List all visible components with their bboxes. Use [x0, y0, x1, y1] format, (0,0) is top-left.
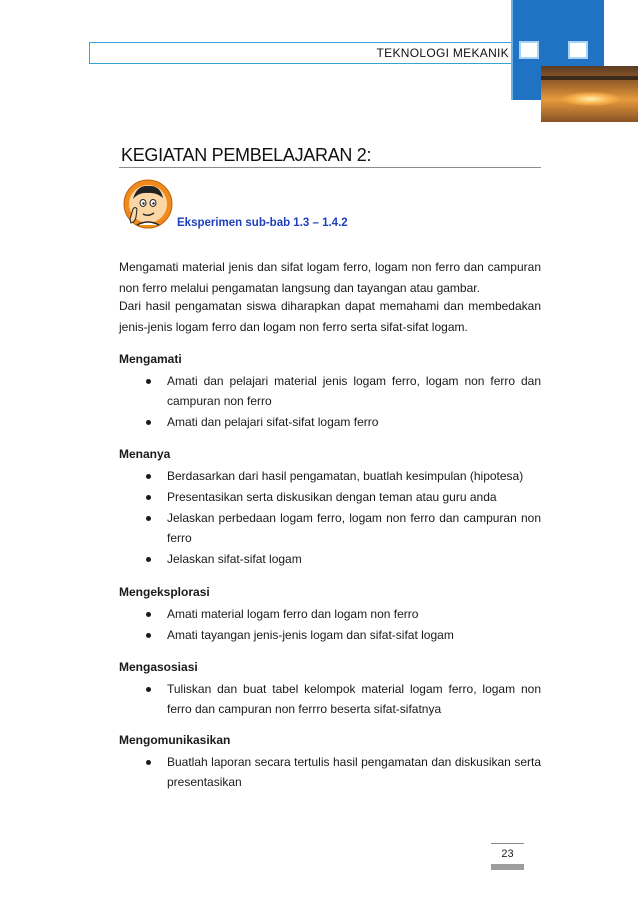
- list-item: Amati dan pelajari material jenis logam ferro, logam non ferro dan campuran non ferro: [146, 371, 541, 411]
- list-item: Amati tayangan jenis-jenis logam dan sifat-sifat logam: [146, 625, 541, 645]
- page-number-bar: [491, 864, 524, 870]
- thinking-person-icon: [123, 179, 173, 229]
- bullet-icon: [146, 633, 151, 638]
- bullet-icon: [146, 420, 151, 425]
- heading-mengeksplorasi: Mengeksplorasi: [119, 585, 210, 599]
- list-item: Jelaskan sifat-sifat logam: [146, 549, 541, 569]
- intro-paragraph-1: Mengamati material jenis dan sifat logam ferro, logam non ferro dan campuran non ferro melalui pengamatan langsung dan tayangan atau gambar.: [119, 260, 541, 295]
- bullet-icon: [146, 760, 151, 765]
- list-item: Jelaskan perbedaan logam ferro, logam non ferro dan campuran non ferro: [146, 508, 541, 548]
- bullet-icon: [146, 379, 151, 384]
- photo-rail: [541, 76, 638, 80]
- heading-mengamati: Mengamati: [119, 352, 182, 366]
- foundry-photo: [541, 66, 638, 122]
- list-item: Amati material logam ferro dan logam non ferro: [146, 604, 541, 624]
- heading-menanya: Menanya: [119, 447, 171, 461]
- header-square-left: [519, 41, 539, 59]
- intro-paragraph-2: Dari hasil pengamatan siswa diharapkan dapat memahami dan membedakan jenis-jenis logam ferro dan logam non ferro serta sifat-sifat logam.: [119, 299, 541, 334]
- header-square-right: [568, 41, 588, 59]
- running-header: [89, 42, 514, 64]
- bullet-icon: [146, 474, 151, 479]
- heading-mengomunikasikan: Mengomunikasikan: [119, 733, 231, 747]
- photo-molten-glow: [561, 92, 621, 106]
- list-item: Berdasarkan dari hasil pengamatan, buatlah kesimpulan (hipotesa): [146, 466, 541, 486]
- header-title: TEKNOLOGI MEKANIK: [376, 46, 509, 60]
- experiment-label: Eksperimen sub-bab 1.3 – 1.4.2: [177, 217, 348, 229]
- list-item: Amati dan pelajari sifat-sifat logam ferro: [146, 412, 541, 432]
- bullet-icon: [146, 495, 151, 500]
- bullet-icon: [146, 612, 151, 617]
- list-mengamati: [146, 371, 541, 433]
- section-divider: [119, 167, 541, 168]
- list-menanya: [146, 466, 541, 570]
- bullet-icon: [146, 687, 151, 692]
- page-number-rule: [491, 843, 524, 844]
- heading-mengasosiasi: Mengasosiasi: [119, 660, 198, 674]
- bullet-icon: [146, 516, 151, 521]
- list-mengomunikasikan: [146, 752, 541, 793]
- list-item: Buatlah laporan secara tertulis hasil pengamatan dan diskusikan serta presentasikan: [146, 752, 541, 792]
- list-mengeksplorasi: [146, 604, 541, 646]
- list-item: Tuliskan dan buat tabel kelompok material logam ferro, logam non ferro dan campuran non ferrro beserta sifat-sifatnya: [146, 679, 541, 719]
- page-number: 23: [501, 848, 514, 860]
- list-item: Presentasikan serta diskusikan dengan teman atau guru anda: [146, 487, 541, 507]
- section-title: KEGIATAN PEMBELAJARAN 2:: [121, 145, 372, 165]
- bullet-icon: [146, 557, 151, 562]
- list-mengasosiasi: [146, 679, 541, 720]
